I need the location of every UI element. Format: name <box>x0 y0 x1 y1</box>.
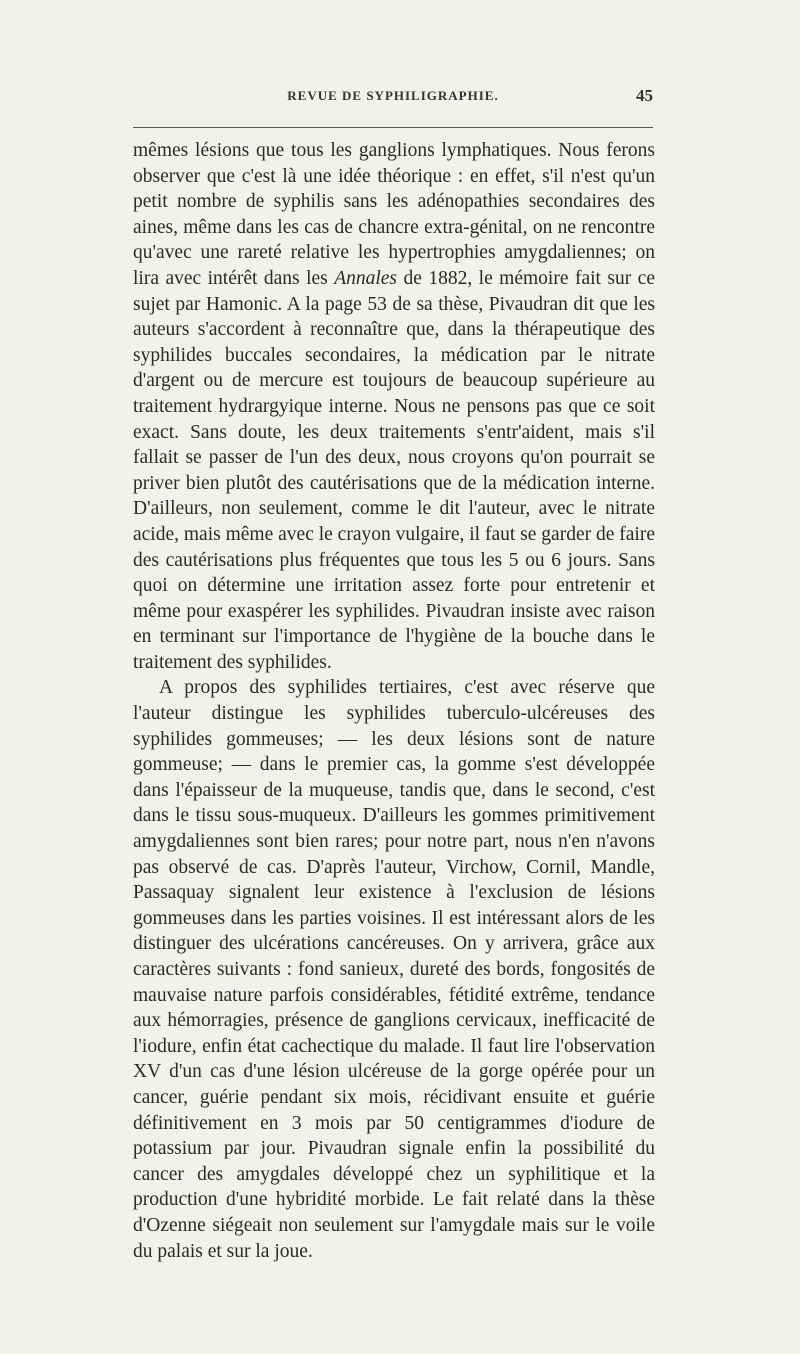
paragraph-2: A propos des syphilides tertiaires, c'est avec réserve que l'auteur distingue les syphilides tuberculo-ulcéreuses des syphilides gommeuses; — les deux lésions sont de nature gommeuse; — dans le premier cas, la gomme s'est développée dans l'épaisseur de la muqueuse, tandis que, dans le second, c'est dans le tissu sous-muqueux. D'ailleurs les gommes primitivement amygdaliennes sont bien rares; pour notre part, nous n'en n'avons pas observé de cas. D'après l'auteur, Virchow, Cornil, Mandle, Passaquay signalent leur existence à l'exclusion de lésions gommeuses dans les parties voisines. Il est intéressant alors de les distinguer des ulcérations cancéreuses. On y arrivera, grâce aux caractères suivants : fond sanieux, dureté des bords, fongosités de mauvaise nature parfois considérables, fétidité extrême, tendance aux hémorragies, présence de ganglions cervicaux, inefficacité de l'iodure, enfin état cachectique du malade. Il faut lire l'observation XV d'un cas d'une lésion ulcéreuse de la gorge opérée pour un cancer, guérie pendant six mois, récidivant ensuite et guérie définitivement en 3 mois par 50 centigrammes d'iodure de potassium par jour. Pivaudran signale enfin la possibilité du cancer des amygdales développé chez un syphilitique et la production d'une hybridité morbide. Le fait relaté dans la thèse d'Ozenne siégeait non seulement sur l'amygdale mais sur le voile du palais et sur la joue. <box>133 677 655 1262</box>
paragraph-1-text-a: mêmes lésions que tous les ganglions lymphatiques. Nous ferons observer que c'est là une idée théorique : en effet, s'il n'est qu'un petit nombre de syphilis sans les adénopathies secondaires des aines, même dans les cas de chancre extra-génital, on ne rencontre qu'avec une rareté relative les hypertrophies amygdaliennes; on lira avec intérêt dans les <box>133 140 655 289</box>
body-text <box>133 138 655 1264</box>
paragraph-1-text-b: de 1882, le mémoire fait sur ce sujet par Hamonic. A la page 53 de sa thèse, Pivaudran dit que les auteurs s'accordent à reconnaître que, dans la thérapeutique des syphilides buccales secondaires, la médication par le nitrate d'argent ou de mercure est toujours de beaucoup supérieure au traitement hydrargyique interne. Nous ne pensons pas que ce soit exact. Sans doute, les deux traitements s'entr'aident, mais s'il fallait se passer de l'un des deux, nous croyons qu'on pourrait se priver bien plutôt des cautérisations que de la médication interne. D'ailleurs, non seulement, comme le dit l'auteur, avec le nitrate acide, mais même avec le crayon vulgaire, il faut se garder de faire des cautérisations plus fréquentes que tous les 5 ou 6 jours. Sans quoi on détermine une irritation assez forte pour entretenir et même pour exaspérer les syphilides. Pivaudran insiste avec raison en terminant sur l'importance de l'hygiène de la bouche dans le traitement des syphilides. <box>133 267 655 673</box>
header-rule <box>133 127 653 128</box>
paragraph-1-italic: Annales <box>334 267 398 289</box>
paragraph-1 <box>133 138 655 675</box>
page-number: 45 <box>636 86 653 105</box>
running-title: REVUE DE SYPHILIGRAPHIE. <box>287 88 499 103</box>
page-header <box>133 88 653 110</box>
